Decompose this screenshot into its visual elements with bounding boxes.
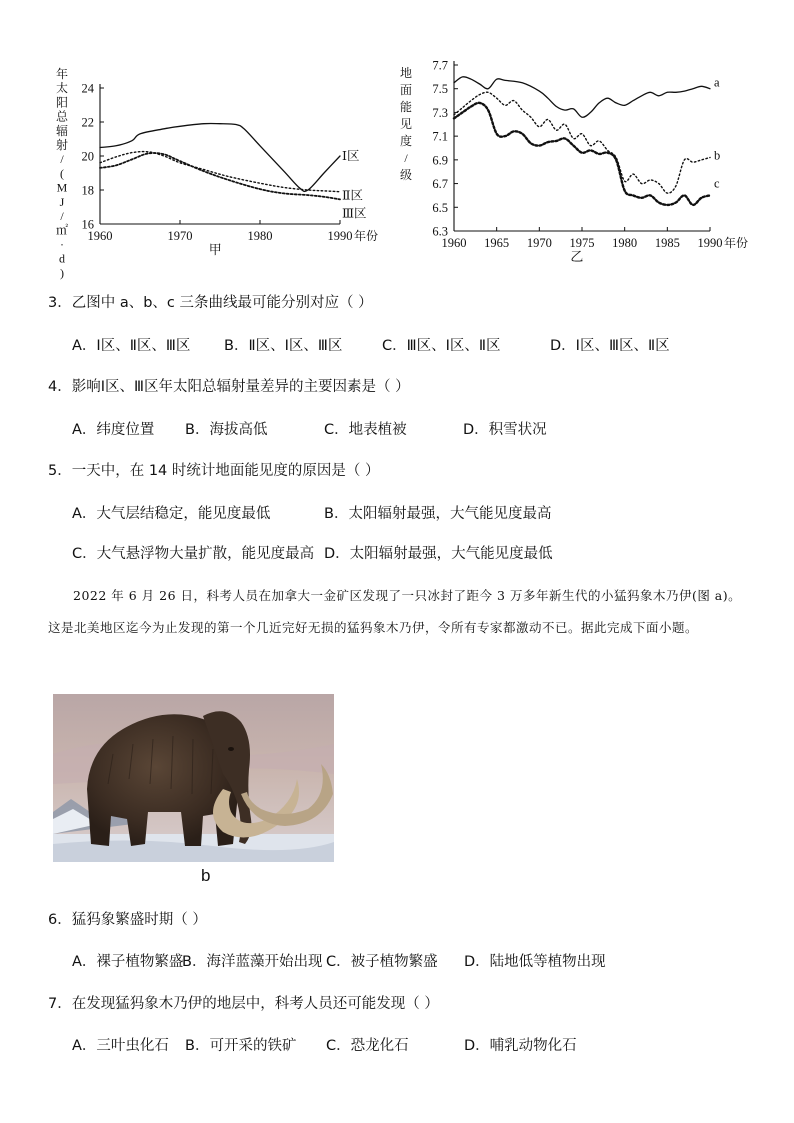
question-7-option-d[interactable]: D．哺乳动物化石 — [464, 1038, 577, 1054]
question-3-stem: 3．乙图中 a、b、c 三条曲线最可能分别对应（ ） — [48, 295, 373, 311]
question-3-option-b[interactable]: B．Ⅱ区、Ⅰ区、Ⅲ区 — [224, 338, 343, 354]
question-6-option-b[interactable]: B．海洋蓝藻开始出现 — [182, 954, 323, 970]
series-line-c — [454, 103, 710, 205]
y-axis-label-char: 能 — [399, 100, 413, 114]
y-axis-label-char: 阳 — [55, 95, 69, 110]
question-7-option-b[interactable]: B．可开采的铁矿 — [185, 1038, 297, 1054]
mammoth-image — [53, 694, 334, 862]
question-6-stem: 6．猛犸象繁盛时期（ ） — [48, 912, 207, 928]
y-tick-label: 7.5 — [432, 82, 448, 97]
y-axis-label-char: ( — [60, 166, 64, 181]
question-7-option-a[interactable]: A．三叶虫化石 — [72, 1038, 169, 1054]
y-tick-label: 24 — [81, 81, 94, 96]
y-axis-label-char: d — [59, 251, 65, 266]
y-axis-label-char: ) — [60, 265, 64, 280]
question-6-option-d[interactable]: D．陆地低等植物出现 — [464, 954, 606, 970]
x-tick-label: 1960 — [87, 229, 113, 243]
x-tick-label: 1990 — [327, 229, 353, 243]
series-label-Ⅲ区: Ⅲ区 — [342, 206, 367, 221]
question-3-option-c[interactable]: C．Ⅲ区、Ⅰ区、Ⅱ区 — [382, 338, 501, 354]
x-tick-label: 1980 — [247, 229, 273, 243]
series-label-b: b — [714, 148, 721, 163]
y-tick-label: 20 — [81, 149, 94, 164]
x-tick-label: 1965 — [484, 236, 510, 250]
y-axis-label-char: 总 — [55, 109, 69, 124]
y-axis-label-char: 辐 — [55, 123, 69, 138]
question-4-option-c[interactable]: C．地表植被 — [324, 422, 407, 438]
y-axis-label-char: J — [59, 194, 65, 209]
y-tick-label: 6.7 — [432, 177, 448, 192]
x-tick-label: 1970 — [526, 236, 552, 250]
x-axis-label: 年份 — [354, 229, 379, 243]
y-tick-label: 6.9 — [432, 153, 448, 168]
chart-caption: 甲 — [208, 242, 222, 257]
question-7-stem: 7．在发现猛犸象木乃伊的地层中，科考人员还可能发现（ ） — [48, 996, 439, 1012]
x-tick-label: 1985 — [654, 236, 680, 250]
y-tick-label: 7.3 — [432, 105, 448, 120]
chart-jia — [40, 60, 380, 280]
y-tick-label: 18 — [81, 183, 94, 198]
question-5-stem: 5．一天中，在 14 时统计地面能见度的原因是（ ） — [48, 463, 380, 479]
question-3-option-d[interactable]: D．Ⅰ区、Ⅲ区、Ⅱ区 — [550, 338, 670, 354]
question-6-option-c[interactable]: C．被子植物繁盛 — [326, 954, 438, 970]
y-axis-label-char: 射 — [55, 138, 69, 152]
question-4-stem: 4．影响Ⅰ区、Ⅲ区年太阳总辐射量差异的主要因素是（ ） — [48, 379, 410, 395]
y-tick-label: 16 — [81, 217, 94, 232]
y-axis-label-char: 太 — [55, 81, 69, 96]
series-line-a — [454, 77, 710, 118]
y-axis-label-char: / — [60, 209, 64, 223]
y-tick-label: 7.1 — [432, 129, 448, 144]
y-axis-label-char: / — [404, 151, 408, 165]
question-5-option-a[interactable]: A．大气层结稳定，能见度最低 — [72, 506, 271, 522]
series-line-Ⅲ区 — [100, 153, 340, 199]
x-tick-label: 1980 — [612, 236, 638, 250]
series-label-Ⅱ区: Ⅱ区 — [342, 188, 363, 203]
question-3-option-a[interactable]: A．Ⅰ区、Ⅱ区、Ⅲ区 — [72, 338, 191, 354]
y-axis-label-char: ㎡ — [55, 223, 69, 238]
y-tick-label: 6.3 — [432, 224, 448, 239]
x-axis-label: 年份 — [724, 236, 749, 250]
question-5-option-b[interactable]: B．太阳辐射最强，大气能见度最高 — [324, 506, 552, 522]
question-5-option-d[interactable]: D．太阳辐射最强，大气能见度最低 — [324, 546, 553, 562]
x-tick-label: 1990 — [697, 236, 723, 250]
question-4-option-b[interactable]: B．海拔高低 — [185, 422, 268, 438]
series-label-c: c — [714, 176, 720, 191]
series-label-a: a — [714, 75, 720, 90]
x-tick-label: 1975 — [569, 236, 595, 250]
y-tick-label: 7.7 — [432, 58, 448, 73]
chart-yi — [390, 55, 760, 280]
question-6-option-a[interactable]: A．裸子植物繁盛 — [72, 954, 184, 970]
x-tick-label: 1960 — [441, 236, 467, 250]
y-axis-label-char: 见 — [399, 117, 413, 131]
question-5-option-c[interactable]: C．大气悬浮物大量扩散，能见度最高 — [72, 546, 315, 562]
y-axis-label-char: / — [60, 152, 64, 167]
question-4-option-a[interactable]: A．纬度位置 — [72, 422, 155, 438]
y-axis-label-char: 面 — [399, 83, 413, 97]
series-line-b — [454, 92, 710, 193]
y-axis-label-char: 年 — [55, 67, 69, 81]
y-axis-label-char: M — [56, 180, 68, 195]
y-tick-label: 6.5 — [432, 200, 448, 215]
passage-text: 2022 年 6 月 26 日，科考人员在加拿大一金矿区发现了一只冰封了距今 3 万多年新生代的小猛犸象木乃伊(图 a)。这是北美地区迄今为止发现的第一个几近完好无损的猛犸象木乃伊，令所有专家都激动不已。据此完成下面小题。 — [48, 588, 742, 635]
series-label-Ⅰ区: Ⅰ区 — [342, 149, 360, 163]
question-4-option-d[interactable]: D．积雪状况 — [463, 422, 547, 438]
figure-caption: b — [201, 866, 211, 885]
y-tick-label: 22 — [81, 115, 94, 130]
y-axis-label-char: 度 — [399, 134, 413, 148]
question-7-option-c[interactable]: C．恐龙化石 — [326, 1038, 409, 1054]
y-axis-label-char: 地 — [399, 66, 413, 80]
chart-caption: 乙 — [570, 249, 584, 264]
y-axis-label-char: 级 — [399, 168, 413, 182]
y-axis-label-char: · — [60, 237, 64, 252]
x-tick-label: 1970 — [167, 229, 193, 243]
